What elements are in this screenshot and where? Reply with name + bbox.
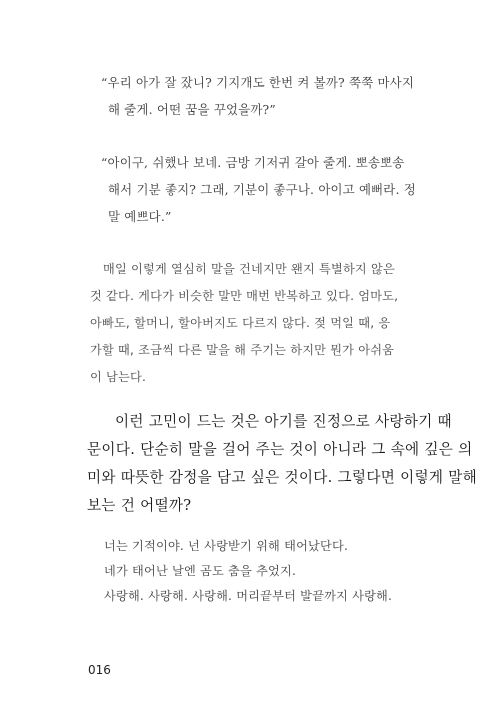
quote1-line-2: 해 줄게. 어떤 꿈을 꾸었을까?” — [108, 102, 276, 117]
paragraph2-line-3: 미와 따뜻한 감정을 담고 싶은 것이다. 그렇다면 이렇게 말해 — [87, 469, 477, 486]
paragraph1-line-1: 매일 이렇게 열심히 말을 건네지만 왠지 특별하지 않은 — [103, 262, 395, 276]
quote2-line-1: “아이구, 쉬했나 보네. 금방 기저귀 갈아 줄게. 뽀송뽀송 — [101, 155, 405, 170]
paragraph1-line-3: 아빠도, 할머니, 할아버지도 다르지 않다. 젖 먹일 때, 응 — [90, 316, 391, 330]
page-number: 016 — [88, 663, 111, 677]
quote2-line-2: 해서 기분 좋지? 그래, 기분이 좋구나. 아이고 예뻐라. 정 — [108, 182, 416, 197]
poem-line-2: 네가 태어난 날엔 곰도 춤을 추었지. — [104, 564, 297, 578]
paragraph2-line-1: 이런 고민이 드는 것은 아기를 진정으로 사랑하기 때 — [115, 413, 452, 430]
paragraph1-line-2: 것 같다. 게다가 비슷한 말만 매번 반복하고 있다. 엄마도, — [90, 289, 399, 303]
quote1-line-1: “우리 아가 잘 잤니? 기지개도 한번 켜 볼까? 쭉쭉 마사지 — [101, 75, 415, 90]
paragraph2-line-2: 문이다. 단순히 말을 걸어 주는 것이 아니라 그 속에 깊은 의 — [87, 441, 473, 458]
poem-line-3: 사랑해. 사랑해. 사랑해. 머리끝부터 발끝까지 사랑해. — [104, 589, 393, 603]
paragraph1-line-4: 가할 때, 조금씩 다른 말을 해 주기는 하지만 뭔가 아쉬움 — [90, 343, 395, 357]
quote2-line-3: 말 예쁘다.” — [108, 209, 172, 224]
poem-line-1: 너는 기적이야. 넌 사랑받기 위해 태어났단다. — [104, 539, 349, 553]
paragraph1-line-5: 이 남는다. — [90, 370, 147, 384]
paragraph2-line-4: 보는 건 어떨까? — [87, 497, 192, 514]
